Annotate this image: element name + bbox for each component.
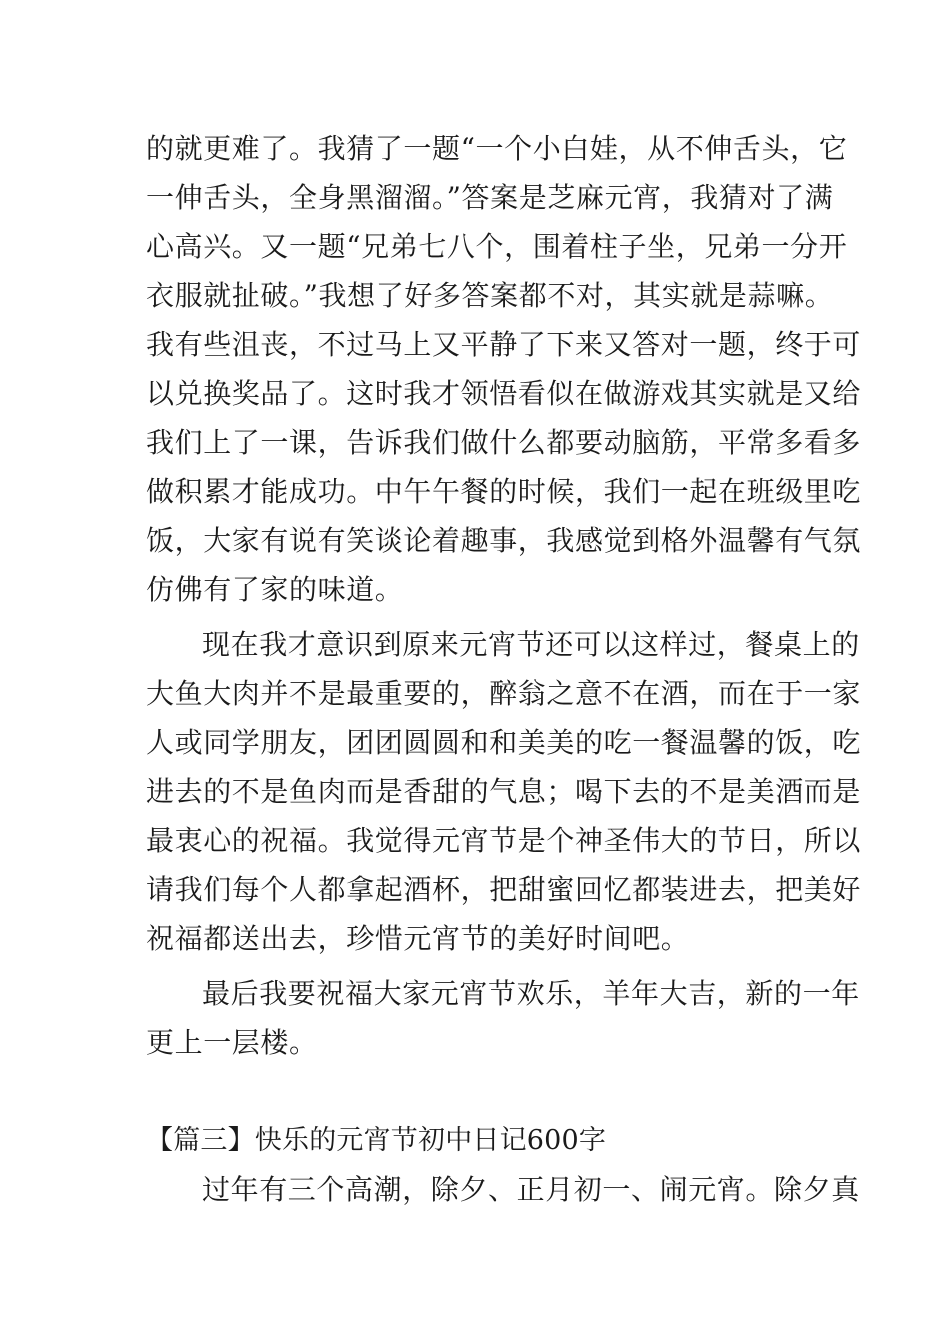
text-line: 我们上了一课，告诉我们做什么都要动脑筋，平常多看多 <box>146 426 862 459</box>
text-line: 大鱼大肉并不是最重要的，醉翁之意不在酒，而在于一家 <box>146 677 862 710</box>
text-line: 饭，大家有说有笑谈论着趣事，我感觉到格外温馨有气氛 <box>146 524 862 557</box>
text-line: 做积累才能成功。中午午餐的时候，我们一起在班级里吃 <box>146 475 862 508</box>
paragraph-first-line: 现在我才意识到原来元宵节还可以这样过，餐桌上的 <box>202 628 860 661</box>
text-line: 进去的不是鱼肉而是香甜的气息；喝下去的不是美酒而是 <box>146 775 862 808</box>
text-line: 我有些沮丧，不过马上又平静了下来又答对一题，终于可 <box>146 328 862 361</box>
text-line: 请我们每个人都拿起酒杯，把甜蜜回忆都装进去，把美好 <box>146 873 862 906</box>
text-line: 仿佛有了家的味道。 <box>146 573 404 606</box>
text-line: 心高兴。又一题“兄弟七八个，围着柱子坐，兄弟一分开 <box>146 230 848 263</box>
paragraph-first-line: 过年有三个高潮，除夕、正月初一、闹元宵。除夕真 <box>202 1173 860 1206</box>
text-line: 祝福都送出去，珍惜元宵节的美好时间吧。 <box>146 922 690 955</box>
text-line: 一伸舌头，全身黑溜溜。”答案是芝麻元宵，我猜对了满 <box>146 181 834 214</box>
text-line: 以兑换奖品了。这时我才领悟看似在做游戏其实就是又给 <box>146 377 862 410</box>
section-heading: 【篇三】快乐的元宵节初中日记600字 <box>146 1125 607 1156</box>
text-line: 衣服就扯破。”我想了好多答案都不对，其实就是蒜嘛。 <box>146 279 834 312</box>
text-line: 的就更难了。我猜了一题“一个小白娃，从不伸舌头，它 <box>146 132 848 165</box>
text-line: 人或同学朋友，团团圆圆和和美美的吃一餐温馨的饭，吃 <box>146 726 862 759</box>
paragraph-first-line: 最后我要祝福大家元宵节欢乐，羊年大吉，新的一年 <box>202 977 860 1010</box>
text-line: 更上一层楼。 <box>146 1026 318 1059</box>
text-line: 最衷心的祝福。我觉得元宵节是个神圣伟大的节日，所以 <box>146 824 862 857</box>
